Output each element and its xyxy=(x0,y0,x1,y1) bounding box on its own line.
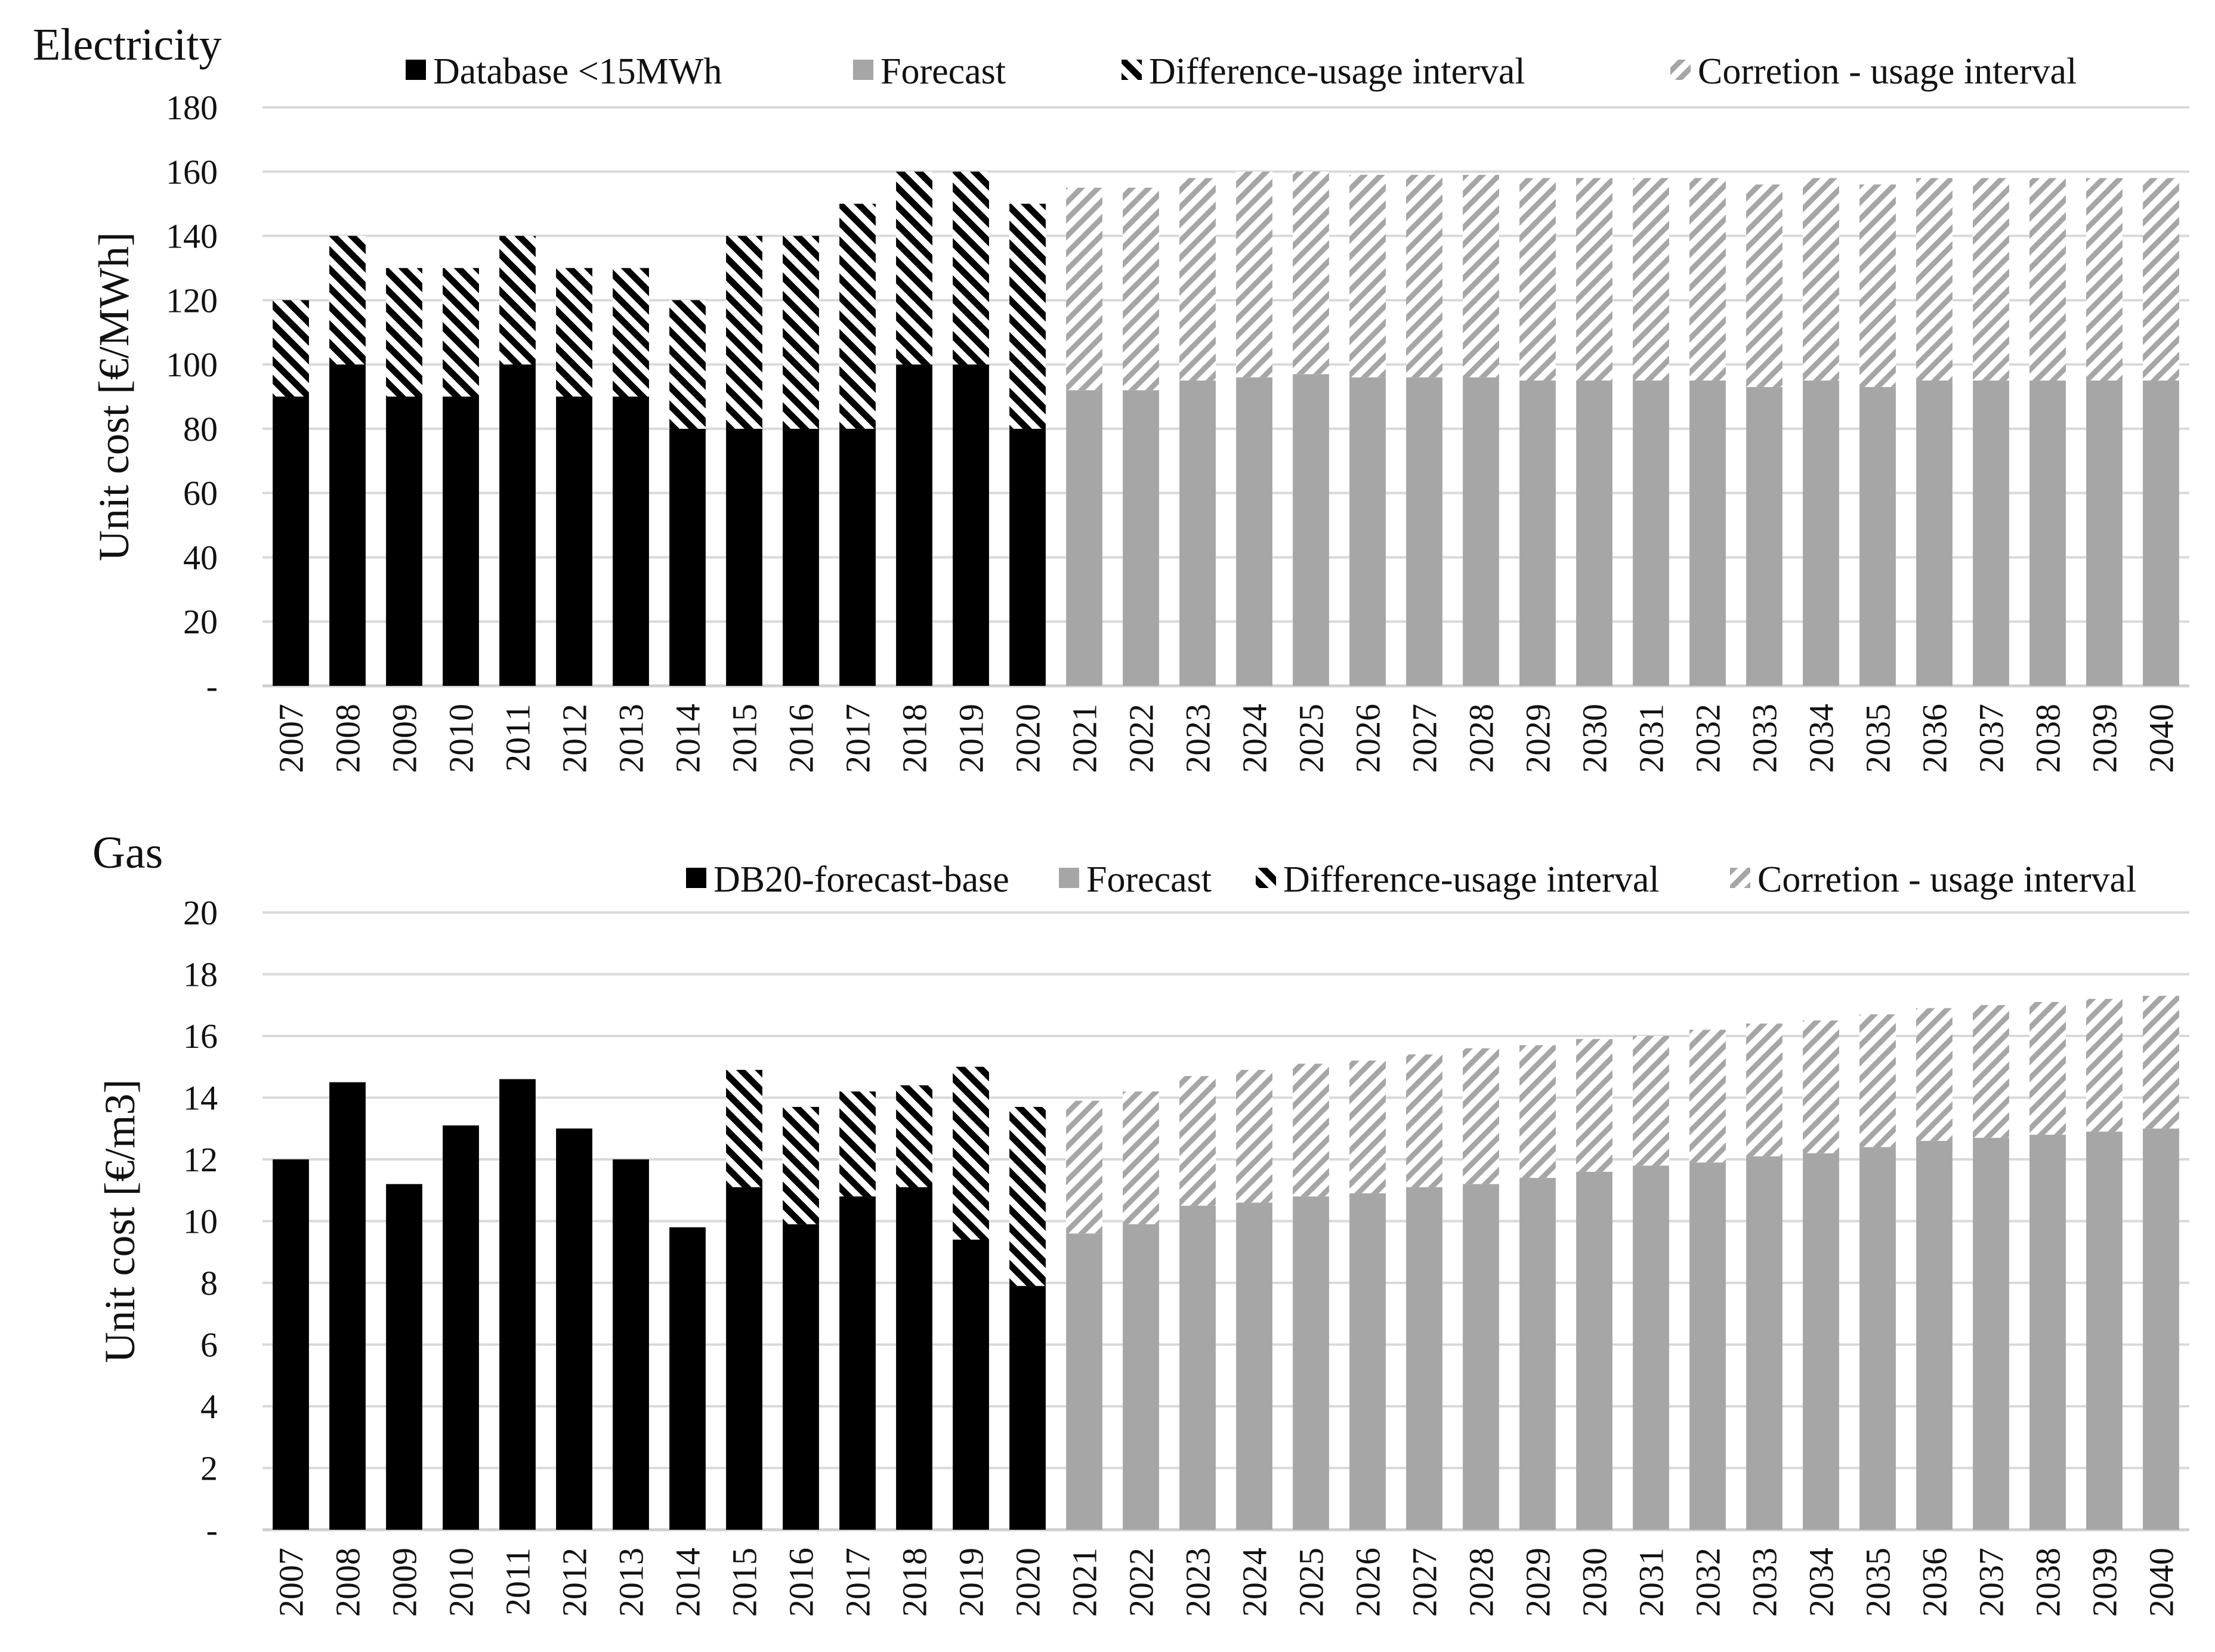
bar-correction xyxy=(2029,178,2066,381)
bar-database xyxy=(669,1227,706,1530)
bar-forecast xyxy=(1179,380,1216,686)
y-tick-label: 14 xyxy=(183,1078,218,1118)
bar-difference xyxy=(499,236,536,365)
bar-database xyxy=(443,397,479,686)
legend-swatch-forecast xyxy=(853,60,873,80)
legend-swatch-database xyxy=(686,868,706,888)
x-tick-label: 2012 xyxy=(555,1548,594,1617)
bar-forecast xyxy=(1179,1206,1216,1530)
x-tick-label: 2040 xyxy=(2142,704,2181,773)
bar-forecast xyxy=(1576,1172,1612,1530)
bar-difference xyxy=(839,1091,876,1196)
bar-database xyxy=(953,1240,989,1530)
x-tick-label: 2024 xyxy=(1235,1548,1274,1617)
bar-difference xyxy=(783,236,819,429)
bar-forecast xyxy=(2029,1135,2066,1530)
x-tick-label: 2031 xyxy=(1632,704,1671,773)
x-tick-label: 2036 xyxy=(1915,704,1954,773)
bar-forecast xyxy=(1689,380,1726,686)
x-tick-label: 2007 xyxy=(271,704,311,773)
bar-forecast xyxy=(1066,1233,1102,1530)
bar-forecast xyxy=(1293,1196,1329,1530)
x-tick-label: 2021 xyxy=(1065,1548,1104,1617)
bar-database xyxy=(1009,429,1046,686)
x-tick-label: 2022 xyxy=(1122,704,1161,773)
bar-forecast xyxy=(1746,387,1782,686)
bar-forecast xyxy=(1859,1147,1896,1530)
bar-database xyxy=(726,429,762,686)
bar-database xyxy=(556,1128,592,1530)
legend-label: Forecast xyxy=(1086,859,1212,900)
x-tick-label: 2030 xyxy=(1575,1548,1614,1617)
x-tick-label: 2038 xyxy=(2028,1548,2068,1617)
bar-database xyxy=(443,1125,479,1530)
bar-database xyxy=(499,1079,536,1530)
bar-database xyxy=(386,1184,422,1530)
bar-forecast xyxy=(1406,378,1442,686)
y-tick-label: 40 xyxy=(183,538,218,577)
bar-forecast xyxy=(1236,1202,1272,1530)
y-tick-label: 100 xyxy=(166,345,218,385)
bar-forecast xyxy=(1349,1193,1386,1530)
x-tick-label: 2019 xyxy=(952,704,991,773)
x-tick-label: 2028 xyxy=(1462,1548,1501,1617)
bar-correction xyxy=(1463,175,1499,377)
bar-difference xyxy=(839,204,876,429)
chart-title: Gas xyxy=(92,828,163,878)
bar-forecast xyxy=(1123,390,1159,686)
x-tick-label: 2026 xyxy=(1348,1548,1388,1617)
bar-forecast xyxy=(2086,1131,2123,1530)
bar-correction xyxy=(1519,1045,1556,1178)
bar-forecast xyxy=(1803,380,1839,686)
bar-correction xyxy=(1746,184,1782,387)
bar-correction xyxy=(1123,188,1159,391)
legend-label: Difference-usage interval xyxy=(1283,859,1660,900)
bar-difference xyxy=(783,1107,819,1224)
bar-forecast xyxy=(1236,378,1272,686)
bar-database xyxy=(613,397,649,686)
x-tick-label: 2016 xyxy=(781,1548,821,1617)
bar-difference xyxy=(896,1085,932,1187)
x-tick-label: 2023 xyxy=(1178,1548,1218,1617)
bar-database xyxy=(273,397,309,686)
x-tick-label: 2034 xyxy=(1802,704,1841,773)
x-tick-label: 2032 xyxy=(1688,1548,1728,1617)
x-tick-label: 2039 xyxy=(2085,704,2124,773)
x-tick-label: 2014 xyxy=(668,704,708,773)
bar-correction xyxy=(1746,1023,1782,1156)
bar-correction xyxy=(2029,1002,2066,1135)
bar-forecast xyxy=(1123,1224,1159,1530)
bar-forecast xyxy=(1803,1153,1839,1530)
bar-forecast xyxy=(1916,380,1953,686)
bar-difference xyxy=(443,268,479,397)
bar-correction xyxy=(1689,1030,1726,1163)
x-tick-label: 2024 xyxy=(1235,704,1274,773)
bar-difference xyxy=(1009,1107,1046,1286)
bar-correction xyxy=(1803,178,1839,381)
y-tick-label: 10 xyxy=(183,1202,218,1241)
bar-correction xyxy=(1406,175,1442,377)
bar-difference xyxy=(896,172,932,364)
y-tick-label: 4 xyxy=(200,1387,218,1426)
legend-label: Database <15MWh xyxy=(433,51,722,92)
bar-correction xyxy=(1179,178,1216,381)
legend-label: Difference-usage interval xyxy=(1149,51,1525,92)
bar-forecast xyxy=(1633,380,1669,686)
bar-correction xyxy=(1066,188,1102,391)
bar-correction xyxy=(1973,1005,2009,1138)
bar-correction xyxy=(1236,172,1272,378)
bar-database xyxy=(613,1159,649,1530)
x-tick-label: 2013 xyxy=(611,704,651,773)
bar-correction xyxy=(1803,1020,1839,1153)
bar-difference xyxy=(669,300,706,429)
y-tick-label: 8 xyxy=(200,1264,218,1303)
bar-forecast xyxy=(1916,1141,1953,1530)
x-tick-label: 2017 xyxy=(838,1548,878,1617)
y-tick-label: - xyxy=(206,1511,218,1549)
bar-correction xyxy=(1633,1036,1669,1165)
bar-database xyxy=(783,1224,819,1530)
x-tick-label: 2013 xyxy=(611,1548,651,1617)
legend-swatch-correction xyxy=(1730,868,1750,888)
bar-database xyxy=(726,1187,762,1530)
y-axis-label: Unit cost [€/m3] xyxy=(96,1079,144,1363)
y-tick-label: 120 xyxy=(166,281,218,320)
x-tick-label: 2021 xyxy=(1065,704,1104,773)
bar-correction xyxy=(1859,184,1896,387)
bar-correction xyxy=(1349,175,1386,377)
bar-database xyxy=(329,1082,366,1530)
bar-forecast xyxy=(1633,1165,1669,1530)
x-tick-label: 2039 xyxy=(2085,1548,2124,1617)
x-tick-label: 2029 xyxy=(1518,1548,1558,1617)
x-tick-label: 2029 xyxy=(1518,704,1558,773)
x-tick-label: 2022 xyxy=(1122,1548,1161,1617)
x-tick-label: 2030 xyxy=(1575,704,1614,773)
bar-correction xyxy=(1576,1039,1612,1172)
legend-label: Corretion - usage interval xyxy=(1757,859,2137,900)
x-tick-label: 2026 xyxy=(1348,704,1388,773)
chart-title: Electricity xyxy=(33,20,222,70)
x-tick-label: 2040 xyxy=(2142,1548,2181,1617)
x-tick-label: 2020 xyxy=(1008,1548,1048,1617)
x-tick-label: 2014 xyxy=(668,1548,708,1617)
x-tick-label: 2025 xyxy=(1292,1548,1331,1617)
legend-swatch-forecast xyxy=(1059,868,1079,888)
y-tick-label: 2 xyxy=(200,1449,218,1488)
x-tick-label: 2015 xyxy=(725,704,764,773)
legend-label: DB20-forecast-base xyxy=(713,859,1009,900)
bar-correction xyxy=(2143,996,2179,1129)
bar-difference xyxy=(556,268,592,397)
bar-correction xyxy=(2086,178,2123,381)
bar-forecast xyxy=(2143,1128,2179,1530)
bar-difference xyxy=(613,268,649,397)
y-tick-label: 12 xyxy=(183,1140,218,1179)
bar-difference xyxy=(953,1067,989,1240)
bar-forecast xyxy=(1859,387,1896,686)
bar-database xyxy=(1009,1286,1046,1530)
x-tick-label: 2028 xyxy=(1462,704,1501,773)
legend-swatch-difference xyxy=(1122,60,1142,80)
legend-swatch-correction xyxy=(1670,60,1691,80)
bar-correction xyxy=(1406,1054,1442,1187)
legend-label: Corretion - usage interval xyxy=(1698,51,2077,92)
bar-forecast xyxy=(1463,378,1499,686)
bar-database xyxy=(556,397,592,686)
bar-difference xyxy=(1009,204,1046,429)
x-tick-label: 2037 xyxy=(1972,704,2011,773)
bar-database xyxy=(839,1196,876,1530)
bar-correction xyxy=(1916,1008,1953,1141)
x-tick-label: 2017 xyxy=(838,704,878,773)
bar-database xyxy=(839,429,876,686)
y-tick-label: 160 xyxy=(166,152,218,191)
bar-difference xyxy=(329,236,366,365)
bar-forecast xyxy=(1689,1162,1726,1530)
x-tick-label: 2036 xyxy=(1915,1548,1954,1617)
legend-label: Forecast xyxy=(881,51,1006,92)
x-tick-label: 2007 xyxy=(271,1548,311,1617)
x-tick-label: 2018 xyxy=(895,704,934,773)
bar-correction xyxy=(1066,1101,1102,1234)
bar-forecast xyxy=(1519,380,1556,686)
x-tick-label: 2018 xyxy=(895,1548,934,1617)
x-tick-label: 2010 xyxy=(441,1548,481,1617)
y-tick-label: 180 xyxy=(166,88,218,127)
x-tick-label: 2035 xyxy=(1858,704,1898,773)
y-tick-label: 60 xyxy=(183,474,218,513)
x-tick-label: 2034 xyxy=(1802,1548,1841,1617)
bar-difference xyxy=(726,236,762,429)
bar-correction xyxy=(2143,178,2179,381)
bar-database xyxy=(386,397,422,686)
bar-correction xyxy=(1576,178,1612,381)
bar-forecast xyxy=(1973,1138,2009,1530)
bar-forecast xyxy=(1463,1184,1499,1530)
x-tick-label: 2015 xyxy=(725,1548,764,1617)
x-tick-label: 2019 xyxy=(952,1548,991,1617)
x-tick-label: 2008 xyxy=(328,1548,367,1617)
x-tick-label: 2009 xyxy=(385,1548,424,1617)
bar-correction xyxy=(1689,178,1726,381)
x-tick-label: 2016 xyxy=(781,704,821,773)
bar-database xyxy=(499,364,536,686)
y-tick-label: - xyxy=(206,667,218,706)
x-tick-label: 2027 xyxy=(1405,704,1444,773)
bar-database xyxy=(896,1187,932,1530)
y-tick-label: 6 xyxy=(200,1325,218,1365)
bar-correction xyxy=(1916,178,1953,381)
y-tick-label: 20 xyxy=(183,893,218,932)
y-tick-label: 140 xyxy=(166,216,218,256)
x-tick-label: 2031 xyxy=(1632,1548,1671,1617)
y-axis-label: Unit cost [€/MWh] xyxy=(90,232,138,561)
x-tick-label: 2011 xyxy=(498,704,537,772)
bar-database xyxy=(953,364,989,686)
bar-forecast xyxy=(2029,380,2066,686)
bar-difference xyxy=(953,172,989,364)
bar-forecast xyxy=(1066,390,1102,686)
bar-database xyxy=(669,429,706,686)
bar-correction xyxy=(1293,1064,1329,1197)
x-tick-label: 2009 xyxy=(385,704,424,773)
bar-difference xyxy=(386,268,422,397)
x-tick-label: 2037 xyxy=(1972,1548,2011,1617)
bar-database xyxy=(273,1159,309,1530)
y-tick-label: 18 xyxy=(183,955,218,994)
y-tick-label: 80 xyxy=(183,409,218,448)
bar-forecast xyxy=(1293,374,1329,686)
bar-correction xyxy=(1973,178,2009,381)
bar-forecast xyxy=(1746,1156,1782,1530)
bar-correction xyxy=(1633,178,1669,381)
bar-forecast xyxy=(1406,1187,1442,1530)
bar-correction xyxy=(1463,1048,1499,1184)
bar-forecast xyxy=(1576,380,1612,686)
x-tick-label: 2025 xyxy=(1292,704,1331,773)
bar-database xyxy=(896,364,932,686)
x-tick-label: 2038 xyxy=(2028,704,2068,773)
bar-difference xyxy=(273,300,309,397)
bar-correction xyxy=(1236,1070,1272,1203)
bar-forecast xyxy=(2143,380,2179,686)
x-tick-label: 2027 xyxy=(1405,1548,1444,1617)
bar-correction xyxy=(1519,178,1556,381)
bar-forecast xyxy=(1973,380,2009,686)
legend-swatch-difference xyxy=(1256,868,1276,888)
bar-correction xyxy=(1859,1014,1896,1147)
x-tick-label: 2010 xyxy=(441,704,481,773)
x-tick-label: 2011 xyxy=(498,1548,537,1616)
y-tick-label: 16 xyxy=(183,1017,218,1056)
x-tick-label: 2033 xyxy=(1745,704,1784,773)
bar-correction xyxy=(1293,172,1329,375)
x-tick-label: 2033 xyxy=(1745,1548,1784,1617)
x-tick-label: 2020 xyxy=(1008,704,1048,773)
x-tick-label: 2008 xyxy=(328,704,367,773)
bar-correction xyxy=(1123,1091,1159,1224)
bar-forecast xyxy=(1349,378,1386,686)
bar-forecast xyxy=(1519,1178,1556,1530)
x-tick-label: 2032 xyxy=(1688,704,1728,773)
bar-database xyxy=(783,429,819,686)
x-tick-label: 2035 xyxy=(1858,1548,1898,1617)
bar-correction xyxy=(2086,999,2123,1132)
bar-correction xyxy=(1179,1076,1216,1205)
bar-forecast xyxy=(2086,380,2123,686)
bar-database xyxy=(329,364,366,686)
bar-difference xyxy=(726,1070,762,1187)
x-tick-label: 2012 xyxy=(555,704,594,773)
x-tick-label: 2023 xyxy=(1178,704,1218,773)
bar-correction xyxy=(1349,1060,1386,1193)
y-tick-label: 20 xyxy=(183,602,218,642)
legend-swatch-database xyxy=(406,60,426,80)
